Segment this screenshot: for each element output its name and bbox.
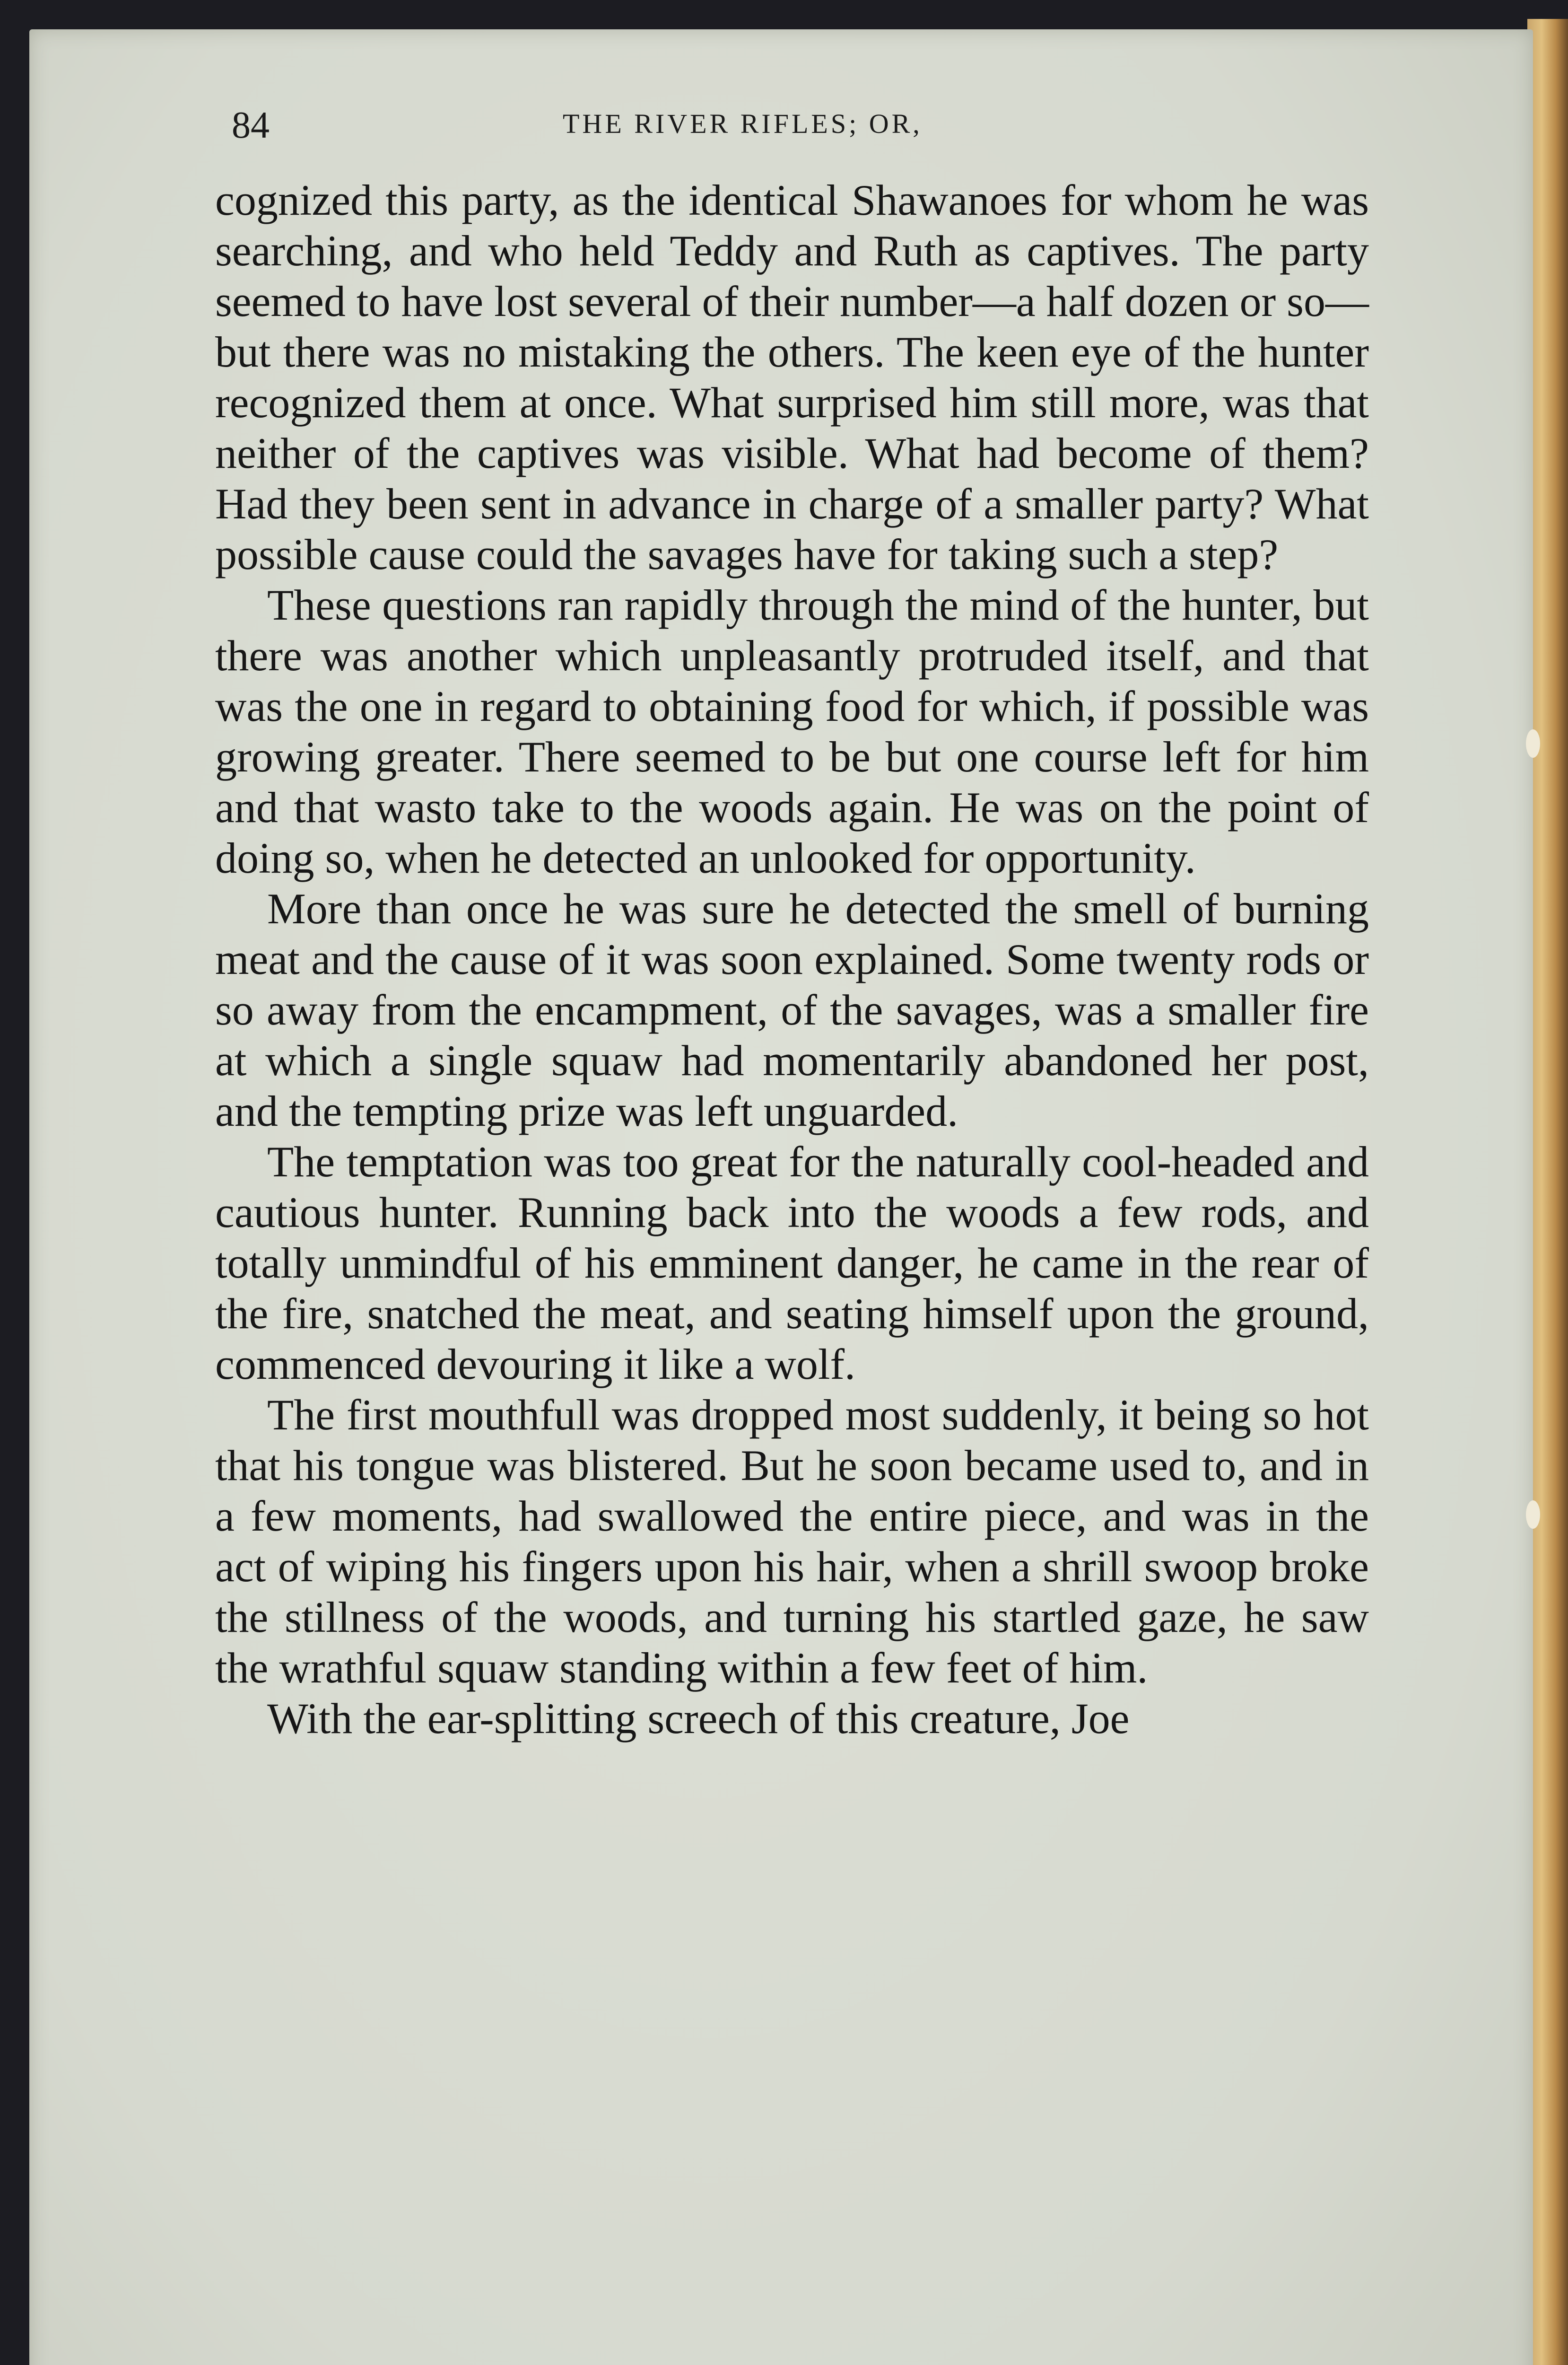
paragraph: The first mouthfull was dropped most suddenly, it being so hot that his tongue was blistered. But he soon became used to, and in a few moments, had swallowed the entire piece, and was in the act of wiping his fingers upon his hair, when a shrill swoop broke the stillness of the woods, and turning his startled gaze, he saw the wrathful squaw standing within a few feet of him. — [215, 1391, 1369, 1692]
page-number: 84 — [232, 105, 270, 146]
paragraph: The temptation was too great for the naturally cool-headed and cautious hunter. Running back into the woods a few rods, and totally unmindful of his emminent danger, he came in the rear of the fire, snatched the meat, and seating himself upon the ground, commenced devouring it like a wolf. — [215, 1138, 1369, 1388]
page-tear-mark — [1526, 729, 1540, 758]
body-text — [215, 175, 1369, 1744]
page-header — [232, 95, 1319, 151]
paragraph: More than once he was sure he detected the smell of burning meat and the cause of it was soon explained. Some twenty rods or so away from the encampment, of the savages, was a smaller fire at which a single squaw had momentarily abandoned her post, and the tempting prize was left unguarded. — [215, 885, 1369, 1135]
running-head: THE RIVER RIFLES; OR, — [563, 108, 923, 139]
paragraph: cognized this party, as the identical Shawanoes for whom he was searching, and who held Teddy and Ruth as captives. The party seemed to have lost several of their number—a half dozen or so—but there was no mistaking the others. The keen eye of the hunter recognized them at once. What surprised him still more, was that neither of the captives was visible. What had become of them? Had they been sent in advance in charge of a smaller party? What possible cause could the savages have for taking such a step? — [215, 176, 1369, 578]
paragraph: With the ear-splitting screech of this creature, Joe — [267, 1694, 1130, 1743]
page-tear-mark — [1526, 1500, 1540, 1529]
book-spine-edge — [1527, 19, 1568, 2365]
paragraph: These questions ran rapidly through the mind of the hunter, but there was another which unpleasantly protruded itself, and that was the one in regard to obtaining food for which, if possible was growing greater. There seemed to be but one course left for him and that wasto take to the woods again. He was on the point of doing so, when he detected an unlooked for opportunity. — [215, 581, 1369, 882]
